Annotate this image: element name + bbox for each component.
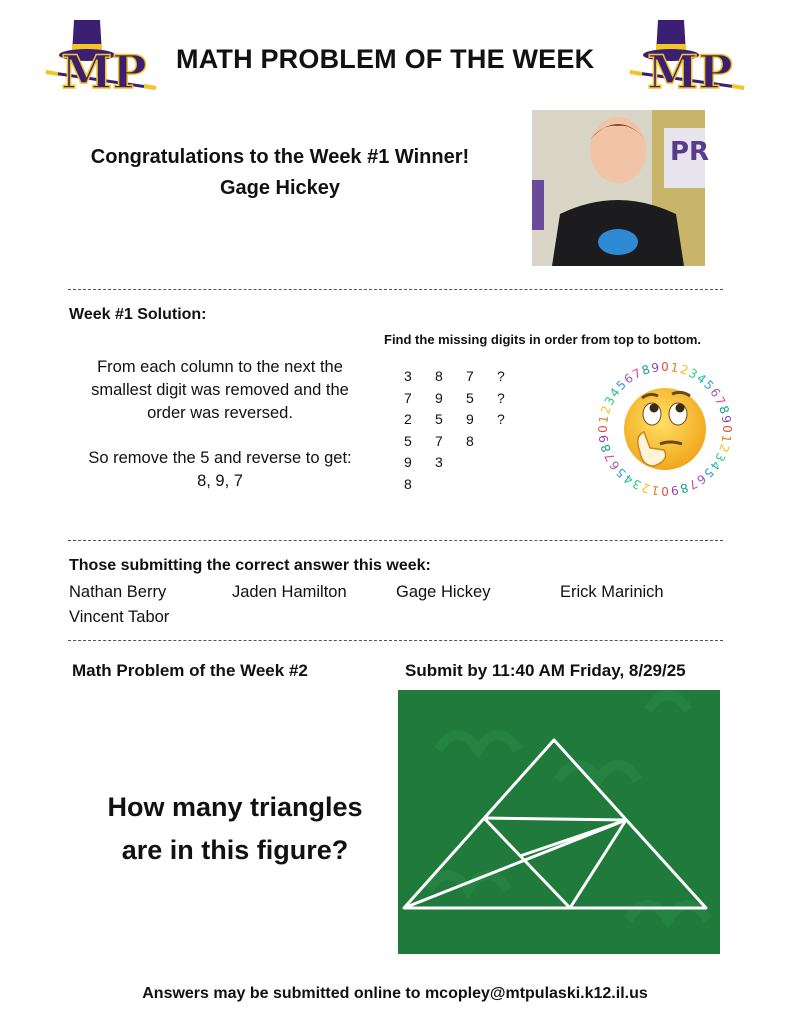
ring-digit: 3 <box>712 450 729 464</box>
week2-question-line: are in this figure? <box>121 835 349 865</box>
ring-digit: 9 <box>718 414 734 425</box>
ring-digit: 3 <box>601 394 618 408</box>
ring-digit: 1 <box>650 482 661 498</box>
ring-digit: 5 <box>613 465 629 481</box>
digit-puzzle-grid <box>404 368 524 497</box>
ring-digit: 8 <box>678 480 690 496</box>
grid-cell: ? <box>497 368 505 384</box>
ring-digit: 5 <box>701 377 717 393</box>
ring-digit: 7 <box>630 365 644 382</box>
grid-row <box>404 411 524 433</box>
ring-digit: 5 <box>613 377 629 393</box>
grid-cell: 8 <box>435 368 443 384</box>
grid-cell: 8 <box>404 475 412 492</box>
grid-cell: 3 <box>435 454 443 470</box>
solution-answer-line: So remove the 5 and reverse to get: <box>88 449 352 467</box>
grid-row <box>404 476 524 498</box>
grid-row <box>404 433 524 455</box>
solution-heading: Week #1 Solution: <box>69 306 207 323</box>
correct-answers-heading: Those submitting the correct answer this week: <box>69 557 431 574</box>
grid-cell: 2 <box>404 411 412 427</box>
ring-digit: 6 <box>707 385 724 400</box>
ring-digit: 6 <box>621 370 636 387</box>
winner-photo <box>532 110 710 266</box>
winner-congrats-line: Congratulations to the Week #1 Winner! <box>90 146 470 168</box>
ring-digit: 1 <box>669 360 680 376</box>
grid-cell: 7 <box>466 368 474 384</box>
grid-row <box>404 368 524 390</box>
grid-cell: 5 <box>435 411 443 427</box>
ring-digit: 4 <box>707 458 724 473</box>
svg-text:MP: MP <box>647 45 733 99</box>
correct-name: Vincent Tabor <box>69 608 170 626</box>
section-divider <box>68 640 723 641</box>
ring-digit: 9 <box>596 433 612 444</box>
svg-text:PR: PR <box>670 137 710 167</box>
week2-question-line: How many triangles <box>107 792 363 822</box>
week2-deadline: Submit by 11:40 AM Friday, 8/29/25 <box>405 661 686 680</box>
grid-row <box>404 454 524 476</box>
grid-cell: 9 <box>435 389 443 406</box>
puzzle-title: Find the missing digits in order from top to bottom. <box>384 332 702 347</box>
correct-name: Jaden Hamilton <box>232 583 347 601</box>
grid-cell: 8 <box>466 432 474 449</box>
ring-digit: 8 <box>640 362 652 378</box>
winner-name: Gage Hickey <box>219 177 341 199</box>
ring-digit: 7 <box>601 450 618 464</box>
correct-name: Erick Marinich <box>560 583 664 601</box>
solution-explanation-text: From each column to the next the smallest digit was removed and the order was reversed. <box>91 358 349 422</box>
grid-cell: 7 <box>404 389 412 406</box>
ring-digit: 0 <box>661 484 669 498</box>
ring-digit: 1 <box>596 414 612 425</box>
ring-digit: 0 <box>661 360 669 374</box>
ring-digit: 2 <box>716 442 732 454</box>
week2-question <box>80 786 390 872</box>
week2-title: Math Problem of the Week #2 <box>72 661 308 680</box>
solution-answer: 8, 9, 7 <box>197 472 243 490</box>
ring-digit: 5 <box>701 465 717 481</box>
ring-digit: 3 <box>686 365 700 382</box>
ring-digit: 2 <box>678 362 690 378</box>
grid-cell: 9 <box>466 411 474 427</box>
triangle-figure <box>398 690 720 954</box>
section-divider <box>68 289 723 290</box>
school-logo-left <box>44 14 164 99</box>
correct-name: Gage Hickey <box>396 583 491 601</box>
correct-name: Nathan Berry <box>69 583 167 601</box>
section-divider <box>68 540 723 541</box>
winner-announcement <box>50 142 510 204</box>
grid-cell: 9 <box>404 454 412 470</box>
page-title: MATH PROBLEM OF THE WEEK <box>176 44 595 74</box>
ring-digit: 8 <box>598 442 614 454</box>
ring-digit: 2 <box>640 480 652 496</box>
footer-note: Answers may be submitted online to mcopley@mtpulaski.k12.il.us <box>142 985 648 1002</box>
ring-digit: 6 <box>694 471 709 488</box>
grid-cell: 5 <box>404 432 412 449</box>
school-logo-right <box>628 14 748 99</box>
ring-digit: 7 <box>686 476 700 493</box>
grid-cell: 3 <box>404 368 412 384</box>
svg-text:MP: MP <box>61 45 147 99</box>
ring-digit: 0 <box>596 425 610 433</box>
ring-digit: 9 <box>650 360 661 376</box>
ring-digit: 4 <box>606 385 623 400</box>
ring-digit: 8 <box>716 404 732 416</box>
ring-digit: 0 <box>720 425 734 433</box>
ring-digit: 3 <box>630 476 644 493</box>
ring-digit: 2 <box>598 404 614 416</box>
grid-cell: ? <box>497 411 505 427</box>
grid-cell: 5 <box>466 389 474 406</box>
grid-row <box>404 390 524 412</box>
ring-digit: 1 <box>718 433 734 444</box>
solution-explanation <box>70 356 370 493</box>
grid-cell: ? <box>497 389 505 406</box>
thinking-emoji-icon <box>590 356 740 502</box>
grid-cell: 7 <box>435 432 443 449</box>
ring-digit: 6 <box>606 458 623 473</box>
ring-digit: 9 <box>669 482 680 498</box>
ring-digit: 4 <box>694 370 709 387</box>
ring-digit: 4 <box>621 471 636 488</box>
ring-digit: 7 <box>712 394 729 408</box>
